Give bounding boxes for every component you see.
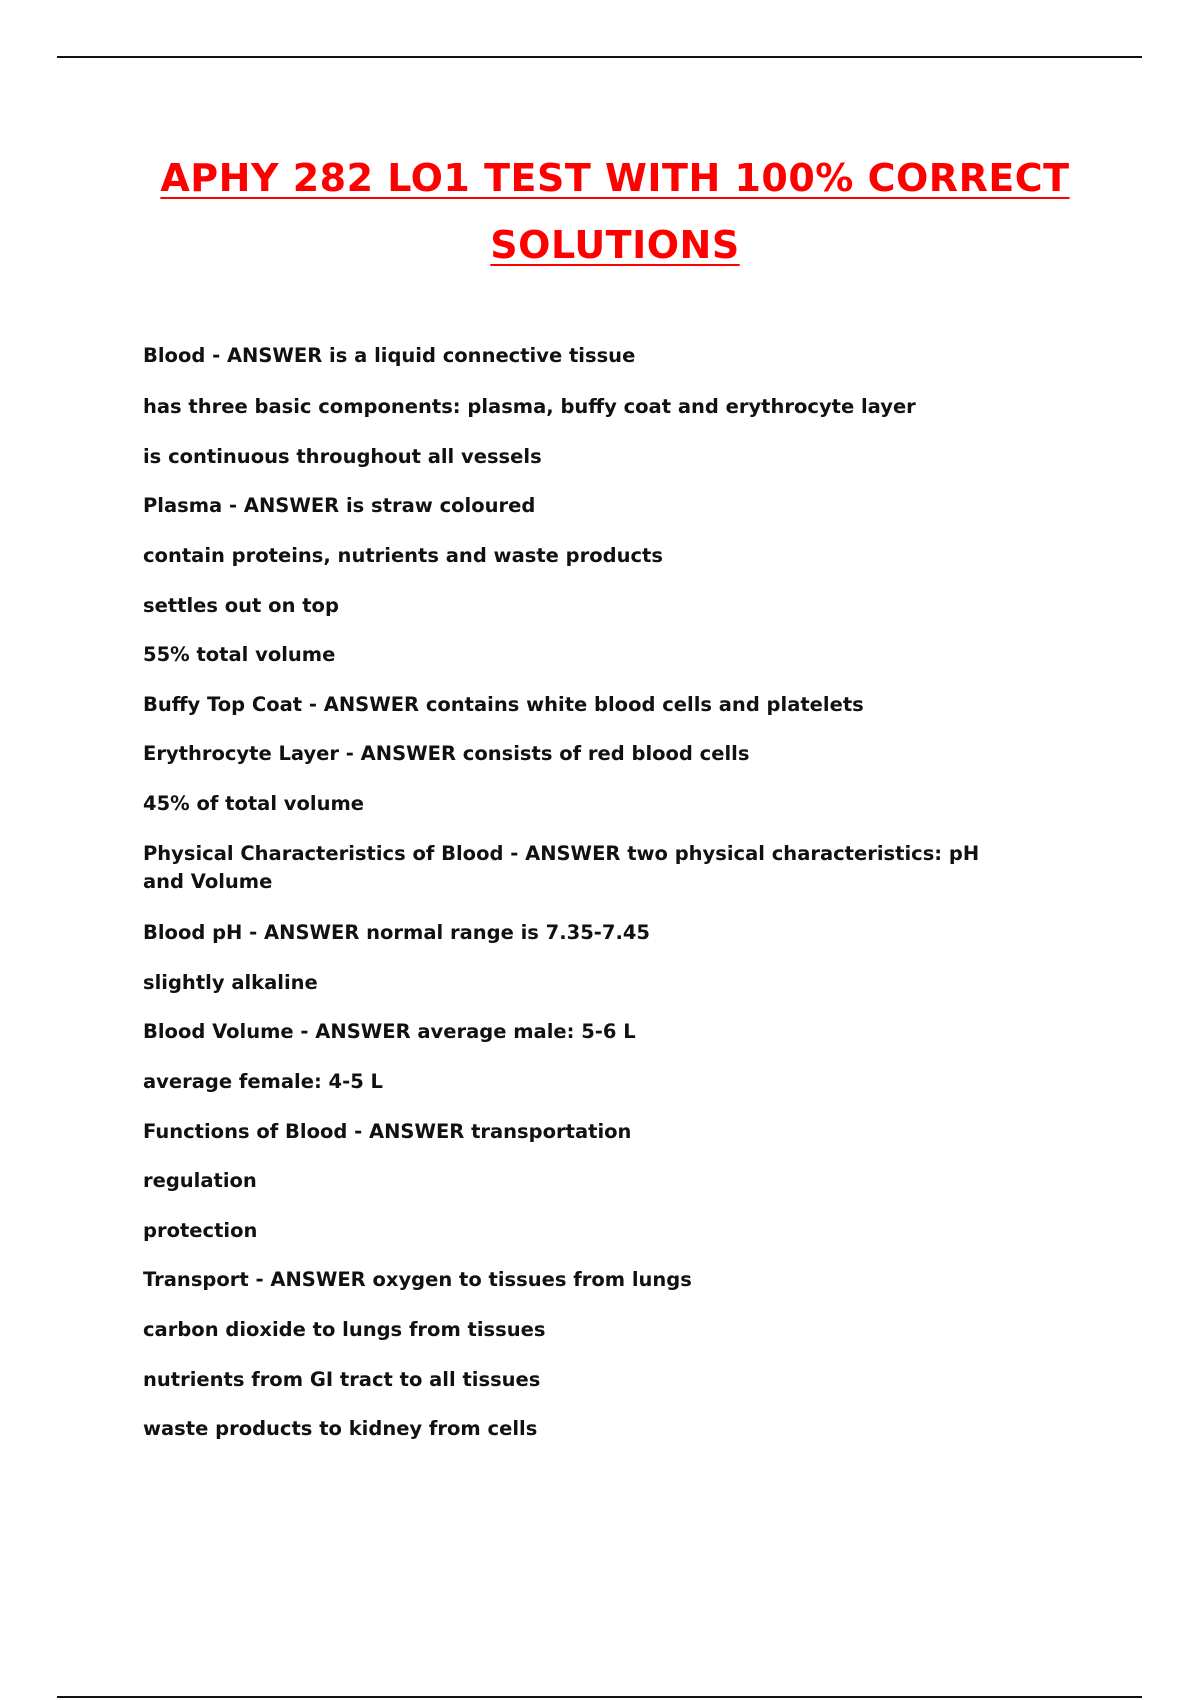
- text-line: slightly alkaline: [143, 971, 318, 994]
- text-line: Erythrocyte Layer - ANSWER consists of red blood cells: [143, 742, 750, 765]
- text-line: Blood Volume - ANSWER average male: 5-6 L: [143, 1020, 636, 1043]
- text-line: has three basic components: plasma, buffy coat and erythrocyte layer: [143, 395, 916, 418]
- text-line: carbon dioxide to lungs from tissues: [143, 1318, 546, 1341]
- document-title-text: APHY 282 LO1 TEST WITH 100% CORRECT SOLUTIONS: [160, 156, 1070, 267]
- text-line: 55% total volume: [143, 643, 336, 666]
- text-line: Physical Characteristics of Blood - ANSWER two physical characteristics: pH and Volume: [143, 842, 980, 893]
- text-line: contain proteins, nutrients and waste products: [143, 544, 663, 567]
- text-line: Functions of Blood - ANSWER transportation: [143, 1120, 632, 1143]
- text-line: Blood - ANSWER is a liquid connective tissue: [143, 344, 636, 367]
- text-line: regulation: [143, 1169, 257, 1192]
- text-line: is continuous throughout all vessels: [143, 445, 542, 468]
- text-line: nutrients from GI tract to all tissues: [143, 1368, 541, 1391]
- text-line: Blood pH - ANSWER normal range is 7.35-7.45: [143, 921, 650, 944]
- text-line: Buffy Top Coat - ANSWER contains white blood cells and platelets: [143, 693, 864, 716]
- text-line: average female: 4-5 L: [143, 1070, 383, 1093]
- text-line: Plasma - ANSWER is straw coloured: [143, 494, 536, 517]
- text-line: Transport - ANSWER oxygen to tissues from lungs: [143, 1268, 692, 1291]
- document-title: [100, 145, 1130, 279]
- text-line: 45% of total volume: [143, 792, 365, 815]
- bottom-divider: [57, 1696, 1142, 1698]
- text-line: protection: [143, 1219, 258, 1242]
- text-line: settles out on top: [143, 594, 339, 617]
- text-line: waste products to kidney from cells: [143, 1417, 538, 1440]
- top-divider: [57, 56, 1142, 58]
